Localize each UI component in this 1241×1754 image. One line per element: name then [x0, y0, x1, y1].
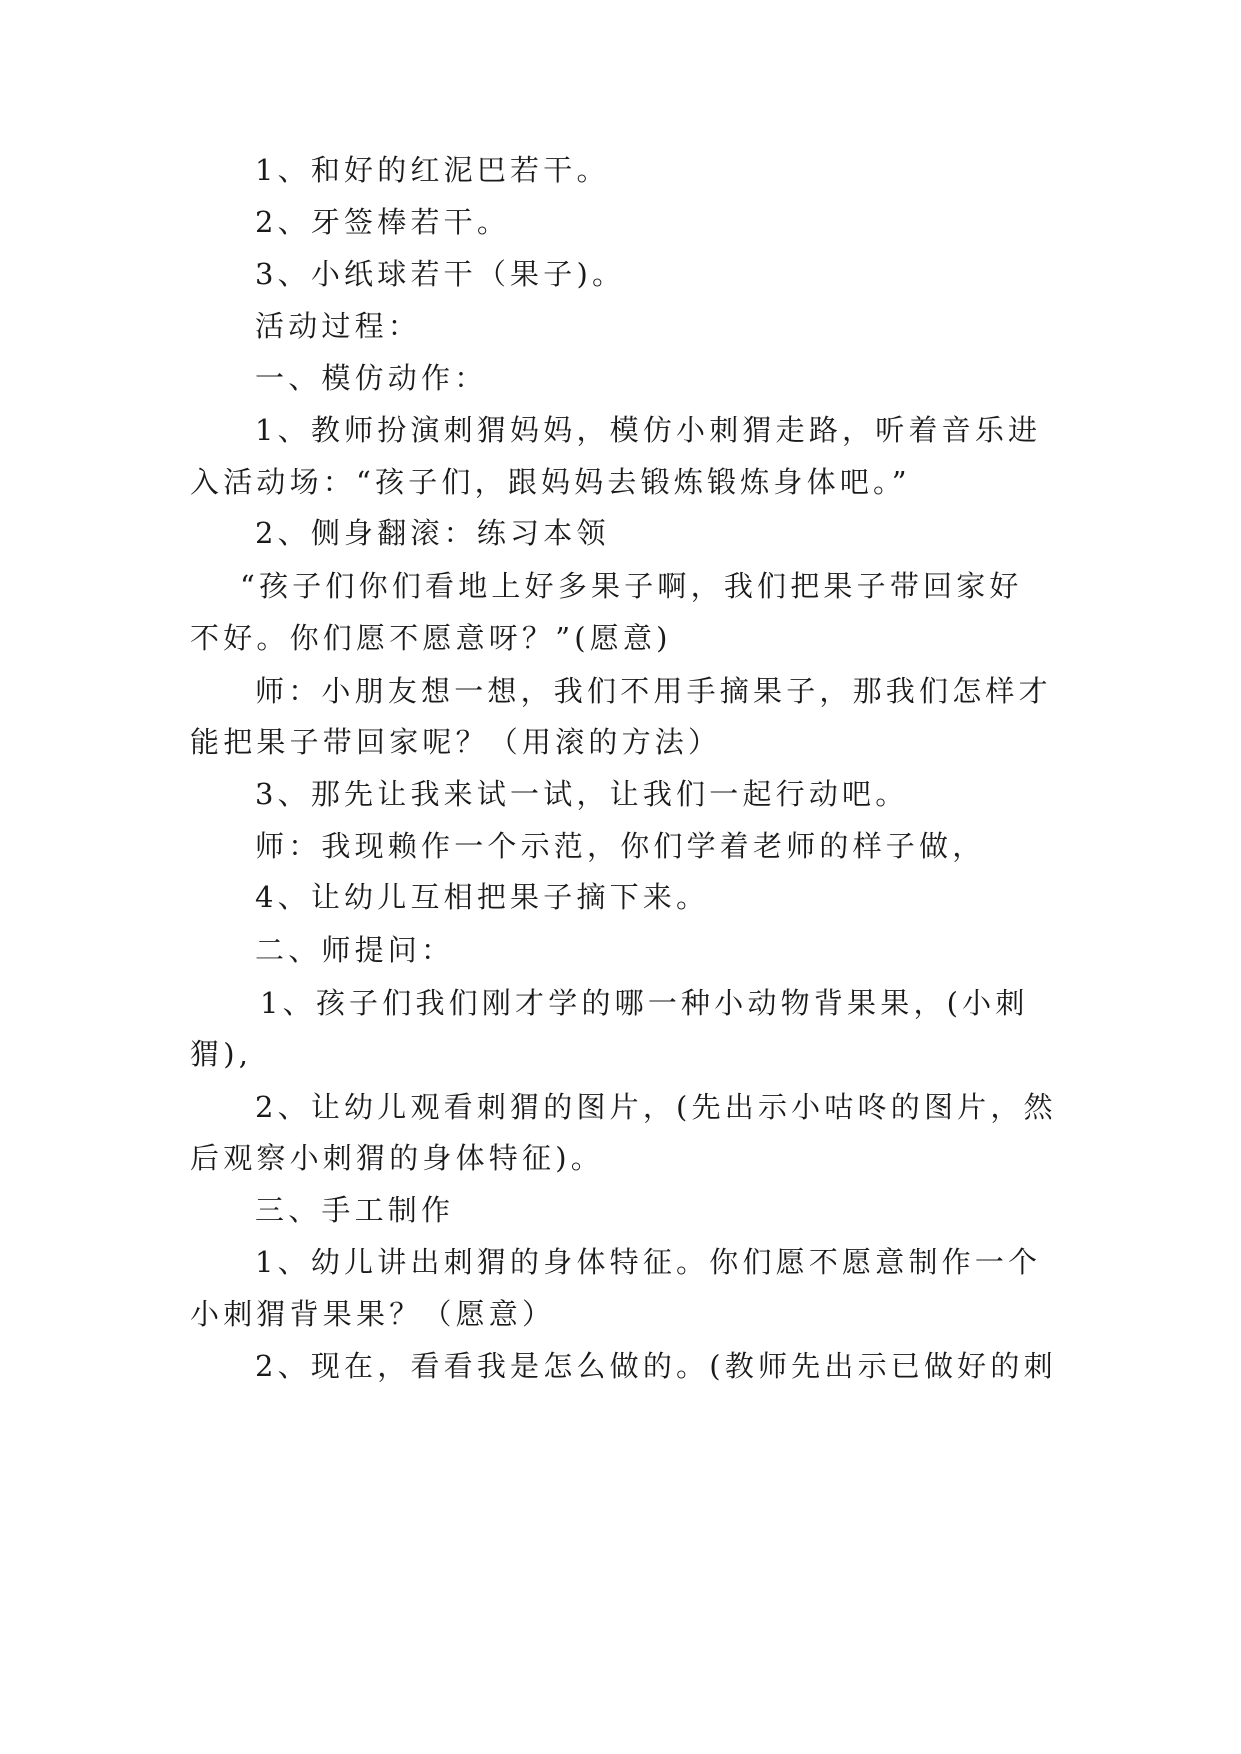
paragraph-line: 入活动场：“孩子们，跟妈妈去锻炼锻炼身体吧。”	[190, 465, 911, 499]
paragraph-line: 猬),	[190, 1037, 253, 1071]
section-heading-questions: 二、师提问：	[255, 933, 455, 967]
section-heading-handcraft: 三、手工制作	[255, 1193, 455, 1227]
paragraph-line: 师：小朋友想一想，我们不用手摘果子，那我们怎样才	[255, 674, 1052, 708]
paragraph-line: 不好。你们愿不愿意呀？”(愿意)	[190, 621, 672, 655]
paragraph-line: 后观察小刺猬的身体特征)。	[190, 1141, 604, 1175]
paragraph-line: 2、现在，看看我是怎么做的。(教师先出示已做好的刺	[255, 1349, 1057, 1383]
paragraph-line: 4、让幼儿互相把果子摘下来。	[255, 880, 710, 914]
paragraph-line: 1、孩子们我们刚才学的哪一种小动物背果果，(小刺	[260, 986, 1029, 1020]
paragraph-line: 能把果子带回家呢？（用滚的方法）	[190, 725, 722, 759]
paragraph-line: 2、侧身翻滚：练习本领	[255, 516, 610, 550]
paragraph-line: 1、幼儿讲出刺猬的身体特征。你们愿不愿意制作一个	[255, 1245, 1042, 1279]
material-item-2: 2、牙签棒若干。	[255, 205, 511, 239]
paragraph-line: “孩子们你们看地上好多果子啊，我们把果子带回家好	[240, 569, 1023, 603]
section-heading-process: 活动过程：	[255, 309, 422, 343]
paragraph-line: 3、那先让我来试一试，让我们一起行动吧。	[255, 777, 909, 811]
paragraph-line: 2、让幼儿观看刺猬的图片，(先出示小咕咚的图片，然	[255, 1090, 1057, 1124]
paragraph-line: 小刺猬背果果？（愿意）	[190, 1297, 556, 1331]
material-item-1: 1、和好的红泥巴若干。	[255, 153, 610, 187]
section-heading-imitation: 一、模仿动作：	[255, 361, 488, 395]
material-item-3: 3、小纸球若干（果子)。	[255, 257, 626, 291]
paragraph-line: 1、教师扮演刺猬妈妈，模仿小刺猬走路，听着音乐进	[255, 413, 1042, 447]
paragraph-line: 师：我现赖作一个示范，你们学着老师的样子做，	[255, 829, 986, 863]
